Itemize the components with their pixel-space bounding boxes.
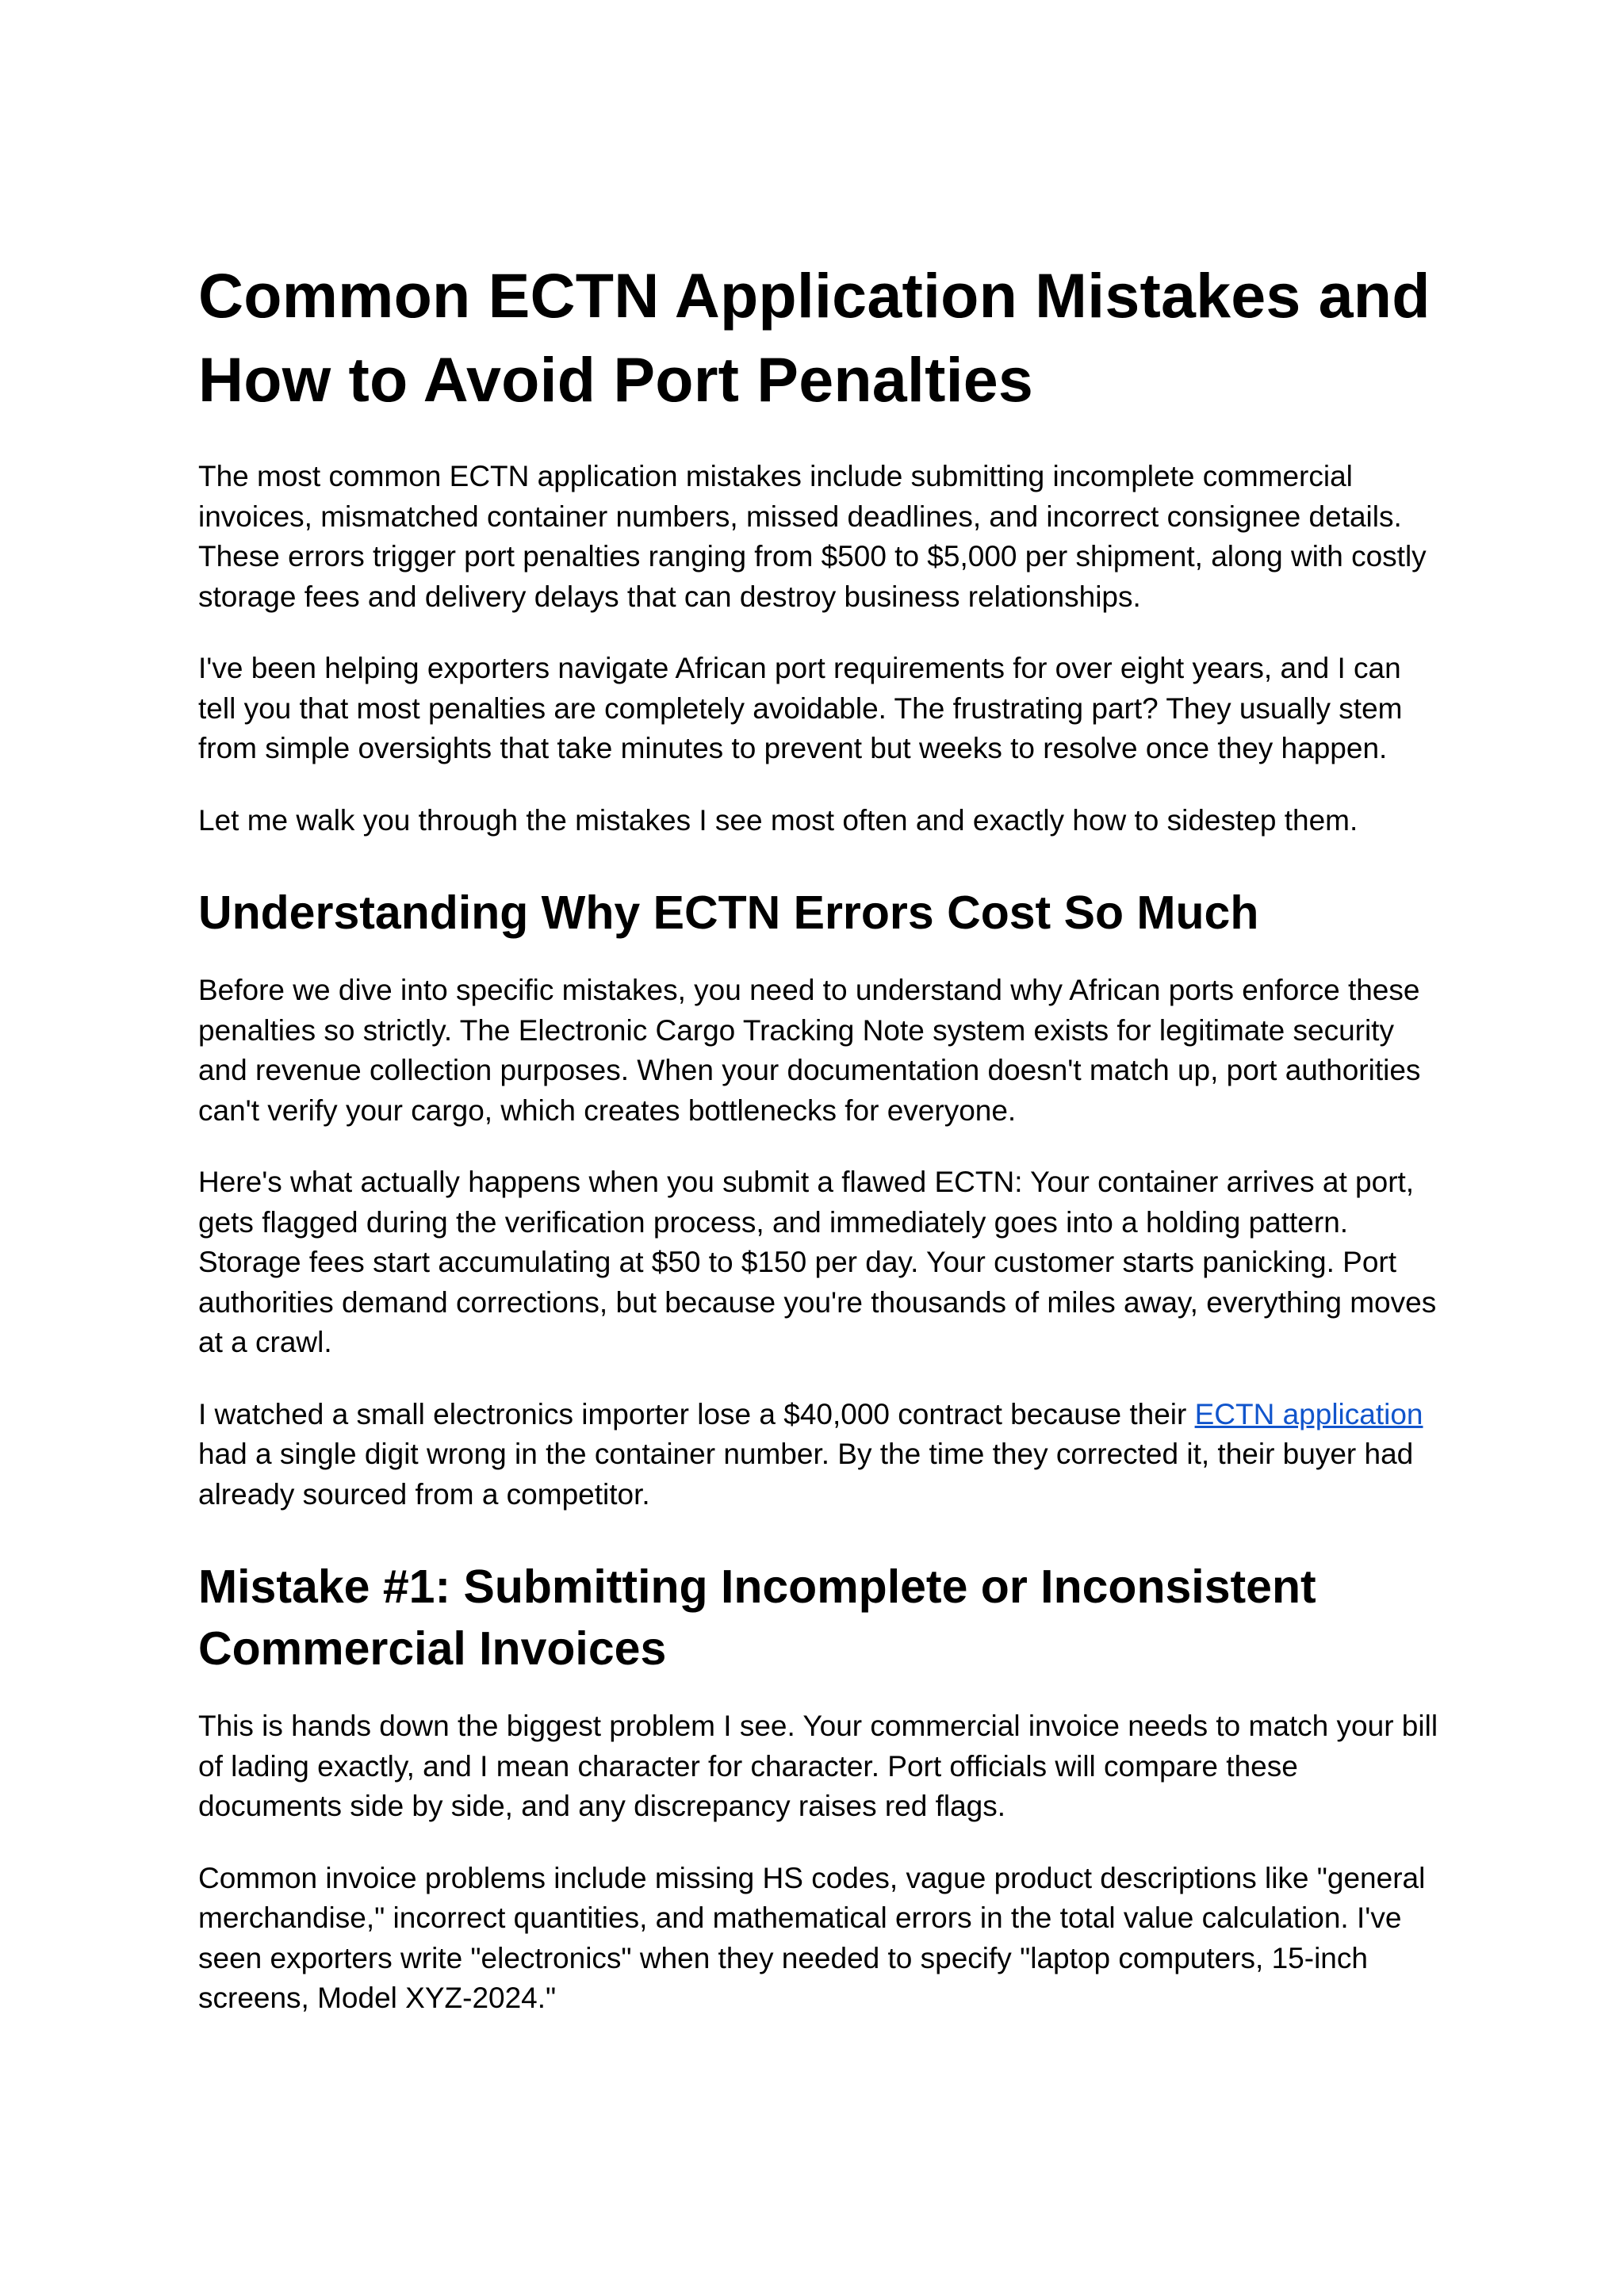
section2-paragraph-1: This is hands down the biggest problem I see. Your commercial invoice needs to match your bill of lading exactly, and I mean character for character. Port officials will compare these documents side by side, and any discrepancy raises red flags.: [198, 1710, 1438, 1822]
intro-paragraph-3: Let me walk you through the mistakes I see most often and exactly how to sidestep them.: [198, 803, 1358, 837]
intro-paragraph-1: The most common ECTN application mistakes include submitting incomplete commercial invoices, mismatched container numbers, missed deadlines, and incorrect consignee details. These errors trigger port penalties ranging from $500 to $5,000 per shipment, along with costly storage fees and delivery delays that can destroy business relationships.: [198, 460, 1427, 613]
section2-paragraph-2: Common invoice problems include missing HS codes, vague product descriptions like "general merchandise," incorrect quantities, and mathematical errors in the total value calculation. I've seen exporters write "electronics" when they needed to specify "laptop computers, 15-inch screens, Model XYZ-2024.": [198, 1861, 1426, 2014]
section1-paragraph-1: Before we dive into specific mistakes, you need to understand why African ports enforce these penalties so strictly. The Electronic Cargo Tracking Note system exists for legitimate security and revenue collection purposes. When your documentation doesn't match up, port authorities can't verify your cargo, which creates bottlenecks for everyone.: [198, 974, 1421, 1127]
section1-p3-before: I watched a small electronics importer lose a $40,000 contract because their: [198, 1397, 1195, 1430]
section-heading-understanding: Understanding Why ECTN Errors Cost So Much: [198, 887, 1259, 939]
intro-paragraph-2: I've been helping exporters navigate African port requirements for over eight years, and I can tell you that most penalties are completely avoidable. The frustrating part? They usually stem from simple oversights that take minutes to prevent but weeks to resolve once they happen.: [198, 652, 1403, 764]
ectn-application-link[interactable]: ECTN application: [1194, 1397, 1423, 1430]
section-heading-mistake-1: Mistake #1: Submitting Incomplete or Inconsistent Commercial Invoices: [198, 1561, 1316, 1675]
page-title: Common ECTN Application Mistakes and How to Avoid Port Penalties: [198, 260, 1431, 415]
section1-paragraph-3: [198, 1395, 1443, 1515]
section1-paragraph-2: Here's what actually happens when you submit a flawed ECTN: Your container arrives at port, gets flagged during the verification process, and immediately goes into a holding pattern. Storage fees start accumulating at $50 to $150 per day. Your customer starts panicking. Port authorities demand corrections, but because you're thousands of miles away, everything moves at a crawl.: [198, 1166, 1437, 1358]
document-page: [198, 254, 1443, 2019]
section1-p3-after: had a single digit wrong in the container number. By the time they corrected it, their buyer had already sourced from a competitor.: [198, 1438, 1414, 1511]
